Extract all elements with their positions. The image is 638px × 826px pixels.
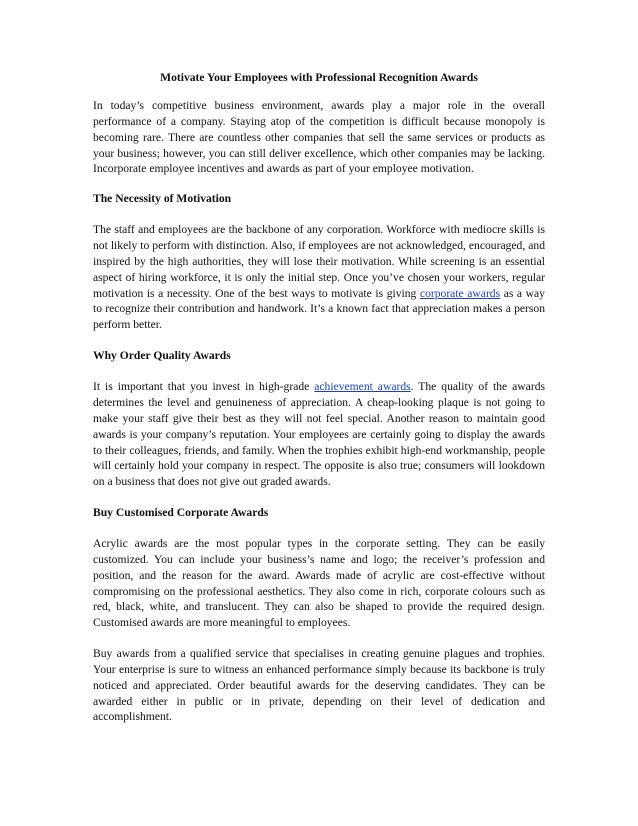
corporate-awards-link[interactable]: corporate awards	[419, 286, 501, 300]
necessity-text-before-link: The staff and employees are the backbone of any corporation. Workforce with mediocre skills is not likely to perform with distinction. Also, if employees are not acknowledged, encouraged, and inspired by the high authorities, they will lose their motivation. While screening is an essential aspect of hiring workforce, it is only the initial step. Once you’ve chosen your workers, regular motivation is a necessity. One of the best ways to motivate is giving	[93, 223, 545, 300]
section-heading-customised: Buy Customised Corporate Awards	[93, 506, 269, 520]
document-page	[93, 69, 545, 740]
customised-paragraph-2: Buy awards from a qualified service that specialises in creating genuine plagues and trophies. Your enterprise is sure to witness an enhanced performance simply because its backbone is truly noticed and appreciated. Order beautiful awards for the deserving candidates. They can be awarded either in public or in private, depending on their level of dedication and accomplishment.	[93, 647, 545, 724]
quality-text-after-link: . The quality of the awards determines the level and genuineness of appreciation. A cheap-looking plaque is not going to make your staff give their best as they will not feel special. Another reason to maintain good awards is your company’s reputation. Your employees are certainly going to display the awards to their colleagues, friends, and family. When the trophies exhibit high-end workmanship, people will certainly hold your company in respect. The opposite is also true; consumers will lookdown on a business that does not give out graded awards.	[93, 380, 545, 489]
achievement-awards-link[interactable]: achievement awards	[314, 380, 411, 394]
section-heading-necessity: The Necessity of Motivation	[93, 192, 232, 206]
quality-text-before-link: It is important that you invest in high-grade	[93, 380, 315, 394]
section-heading-quality: Why Order Quality Awards	[93, 349, 231, 363]
necessity-text-after-link: as a way to recognize their contribution and handwork. It’s a known fact that appreciation makes a person perform better.	[93, 286, 545, 332]
necessity-paragraph	[93, 222, 545, 333]
document-title: Motivate Your Employees with Professional Recognition Awards	[160, 71, 478, 84]
customised-paragraph-1: Acrylic awards are the most popular types in the corporate setting. They can be easily customized. You can include your business’s name and logo; the receiver’s profession and position, and the reason for the award. Awards made of acrylic are cost-effective without compromising on the professional aesthetics. They also come in rich, corporate colours such as red, black, white, and translucent. They can also be shaped to provide the required design. Customised awards are more meaningful to employees.	[93, 537, 545, 630]
quality-paragraph	[93, 379, 545, 490]
intro-paragraph: In today’s competitive business environment, awards play a major role in the overall performance of a company. Staying atop of the competition is difficult because monopoly is becoming rare. There are countless other companies that sell the same services or products as your business; however, you can still deliver excellence, which other companies may be lacking. Incorporate employee incentives and awards as part of your employee motivation.	[93, 99, 545, 176]
